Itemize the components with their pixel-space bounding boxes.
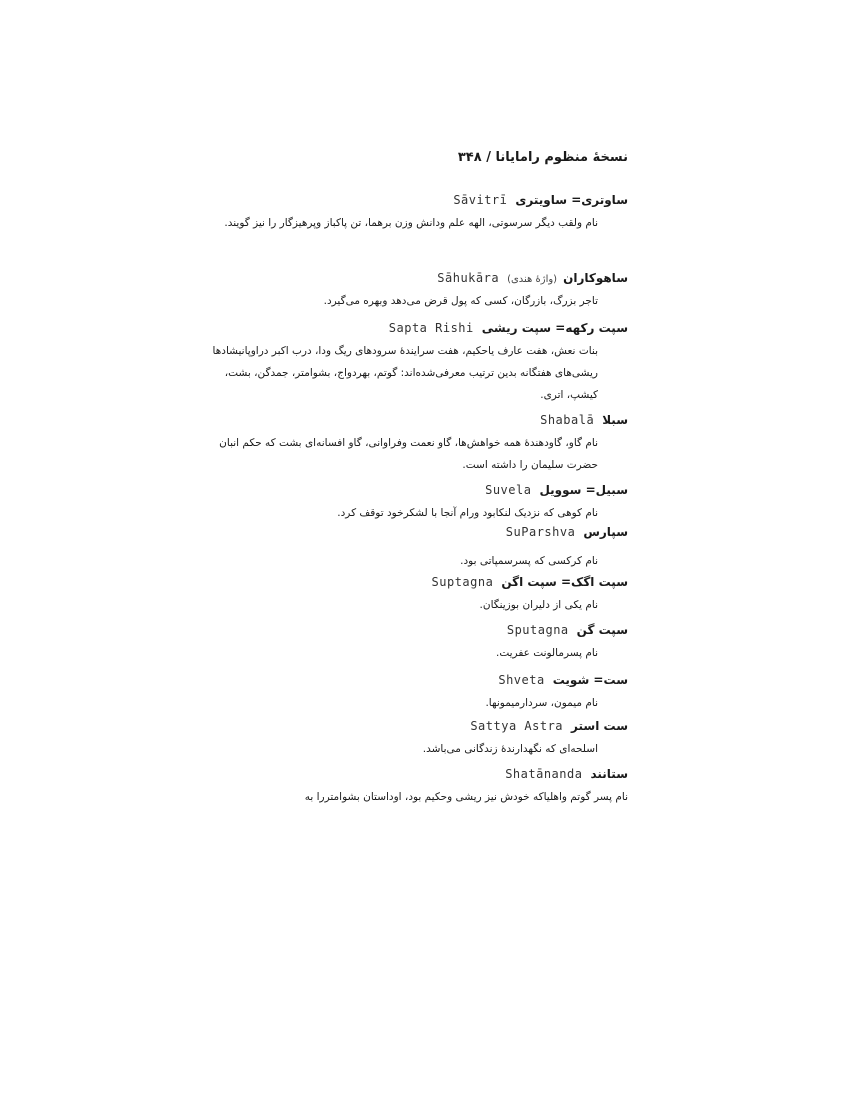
entry-term: ستانند: [590, 767, 628, 781]
entry-latin: Shabalā: [540, 413, 595, 427]
entry-latin: Suptagna: [431, 575, 494, 589]
entry-latin: Shatānanda: [505, 767, 583, 781]
entry-definition: نام کرکسی که پسرسمپاتی بود.: [460, 555, 598, 567]
entry-definition: بنات نعش، هفت عارف یاحکیم، هفت سرایندهٔ سرودهای ریگ ودا، درب اکبر دراوپانیشادها ریشی‌های هفتگانه بدین ترتیب معرفی‌شده‌اند: گوتم، بهردواج، بشوامتر، جمدگن، بشت، کیشپ، اتری.: [212, 345, 598, 401]
entry-definition: نام کوهی که نزدیک لنکابود ورام آنجا با لشکرخود توقف کرد.: [337, 507, 598, 519]
entry-term: ساهوکاران: [563, 271, 628, 285]
entry-definition: تاجر بزرگ، بازرگان، کسی که پول قرض می‌دهد وبهره می‌گیرد.: [323, 295, 598, 307]
entry-suptagna: [208, 572, 628, 616]
entry-sapta-rishi: [208, 318, 628, 406]
entry-term: سپت رکهه= سپت ریشی: [481, 321, 628, 335]
entry-term: ساوتری= ساویتری: [515, 193, 628, 207]
entry-definition: نام یکی از دلیران بوزینگان.: [479, 599, 598, 611]
entry-shabala: [208, 410, 628, 476]
entry-term: سپت اگک= سپت اگن: [501, 575, 628, 589]
entry-definition: نام پسر گوتم واهلیاکه خودش نیز ریشی وحکیم بود، اوداستان بشوامتررا به: [304, 791, 628, 803]
entry-term: سبلا: [602, 413, 628, 427]
entry-latin: Sattya Astra: [470, 719, 564, 733]
entry-definition: نام گاو، گاودهندهٔ همه خواهش‌ها، گاو نعمت وفراوانی، گاو افسانه‌ای بشت که حکم انبان حضرت سلیمان را داشته است.: [219, 437, 598, 471]
entry-definition: نام پسرمالونت عفریت.: [495, 647, 598, 659]
entry-latin: Suvela: [485, 483, 532, 497]
entry-term: سپت گن: [576, 623, 628, 637]
entry-shatananda: [208, 764, 628, 808]
entry-term: ست استر: [571, 719, 628, 733]
entry-term: سپارس: [583, 525, 628, 539]
entry-latin: Shveta: [498, 673, 545, 687]
entry-definition: نام ولقب دیگر سرسوتی، الهه علم ودانش وزن برهما، تن پاکباز وپرهیزگار را نیز گویند.: [224, 217, 598, 229]
entry-latin: Sapta Rishi: [388, 321, 474, 335]
entry-sahukara: [208, 268, 628, 312]
entry-latin: Sāhukāra: [437, 271, 500, 285]
entry-note: (واژهٔ هندی): [507, 274, 558, 285]
page-header: نسخهٔ منظوم رامایانا / ۳۴۸: [457, 150, 628, 165]
entry-latin: Sputagna: [506, 623, 569, 637]
entry-latin: SuParshva: [505, 525, 576, 539]
entry-shveta: [208, 670, 628, 714]
entry-term: سبیل= سوویل: [539, 483, 628, 497]
entry-suvela: [208, 480, 628, 524]
entry-suparshva: [208, 522, 628, 572]
entry-definition: اسلحه‌ای که نگهدارندهٔ زندگانی می‌باشد.: [422, 743, 598, 755]
entry-term: ست= شویت: [552, 673, 628, 687]
entry-sputagna: [208, 620, 628, 664]
entry-definition: نام میمون، سردارمیمونها.: [485, 697, 598, 709]
entry-latin: Sāvitrī: [453, 193, 508, 207]
entry-sattya-astra: [208, 716, 628, 760]
entry-savitri: [208, 190, 628, 234]
